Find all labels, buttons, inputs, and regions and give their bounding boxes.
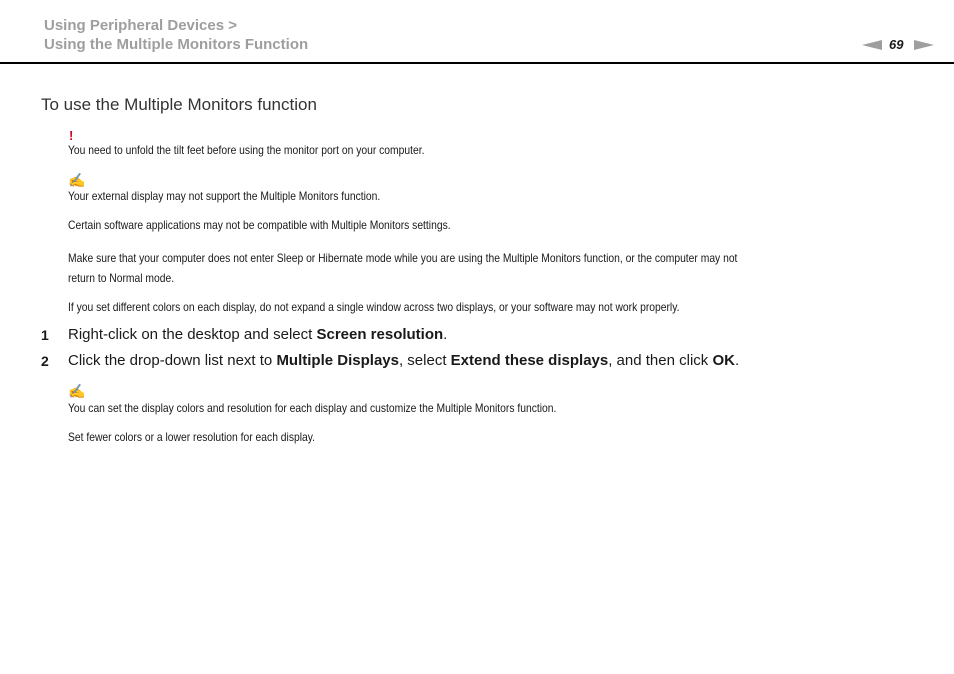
section-title: To use the Multiple Monitors function (41, 95, 317, 114)
step-text-part: . (734, 352, 740, 369)
step-text-part: . (443, 326, 448, 343)
note-item: Set fewer colors or a lower resolution for each display. (68, 430, 316, 444)
previous-page-arrow-icon[interactable] (862, 40, 882, 50)
step-number: 1 (41, 327, 49, 343)
page-navigator (862, 37, 936, 53)
step-ui-term: Screen resolution (316, 326, 444, 343)
step-ui-term: Multiple Displays (276, 352, 399, 369)
note-item: Make sure that your computer does not enter Sleep or Hibernate mode while you are using the Multiple Monitors function, or the computer may not (68, 251, 738, 265)
step-text-part: , select (398, 352, 451, 369)
note-item-continued: return to Normal mode. (68, 271, 175, 285)
step-ui-term: OK (712, 352, 735, 369)
note-item: If you set different colors on each display, do not expand a single window across two displays, or your software may not work properly. (68, 300, 680, 314)
note-item: Certain software applications may not be compatible with Multiple Monitors settings. (68, 218, 451, 232)
step-text-part: Click the drop-down list next to (68, 352, 277, 369)
note-item: You can set the display colors and resolution for each display and customize the Multiple Monitors function. (68, 401, 557, 415)
step-number: 2 (41, 353, 49, 369)
header-divider (0, 62, 954, 64)
warning-text: You need to unfold the tilt feet before using the monitor port on your computer. (68, 143, 425, 157)
step-1-text (68, 326, 447, 343)
step-text-part: Right-click on the desktop and select (68, 326, 317, 343)
next-page-arrow-icon[interactable] (914, 40, 934, 50)
header-breadcrumb-line1: Using Peripheral Devices > (44, 17, 238, 34)
page-number: 69 (889, 37, 904, 52)
step-text-part: , and then click (608, 352, 713, 369)
header-breadcrumb-line2: Using the Multiple Monitors Function (44, 36, 309, 53)
note-item: Your external display may not support the Multiple Monitors function. (68, 189, 381, 203)
warning-icon: ! (69, 128, 74, 143)
note-pencil-icon: ✍ (68, 383, 86, 399)
step-ui-term: Extend these displays (450, 352, 609, 369)
step-2-text (68, 352, 739, 369)
note-pencil-icon: ✍ (68, 172, 86, 188)
